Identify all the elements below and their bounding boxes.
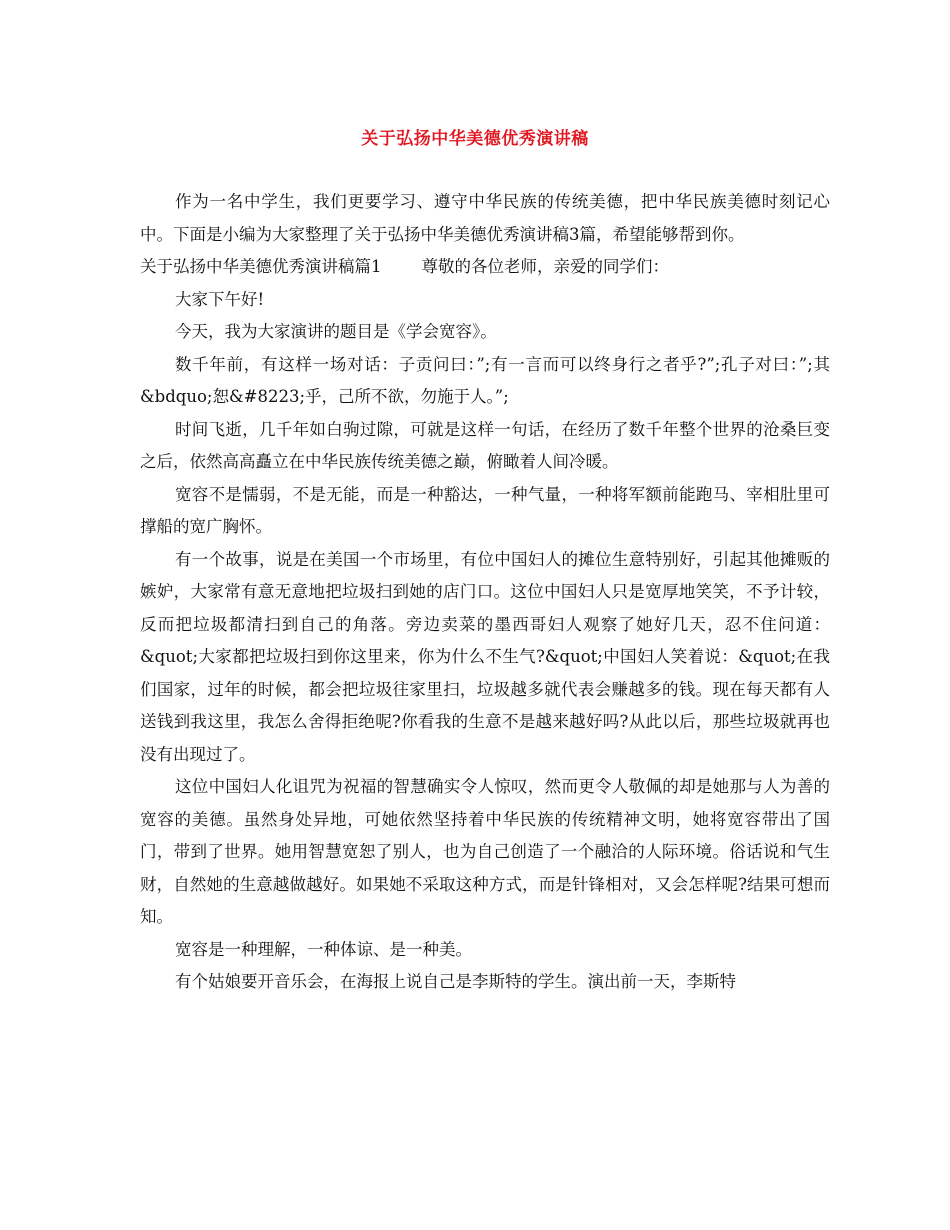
document-title: 关于弘扬中华美德优秀演讲稿: [361, 129, 589, 149]
paragraph: 今天，我为大家演讲的题目是《学会宽容》。: [175, 322, 497, 341]
paragraph: 这位中国妇人化诅咒为祝福的智慧确实令人惊叹，然而更令人敬佩的却是她那与人为善的宽容的美德。虽然身处异地，可她依然坚持着中华民族的传统精神文明，她将宽容带出了国门，带到了世界。她用智慧宽恕了别人，也为自己创造了一个融洽的人际环境。俗话说和气生财，自然她的生意越做越好。如果她不采取这种方式，而是针锋相对，又会怎样呢?结果可想而知。: [140, 777, 830, 926]
paragraph: 时间飞逝，几千年如白驹过隙，可就是这样一句话，在经历了数千年整个世界的沧桑巨变之后，依然高高矗立在中华民族传统美德之巅，俯瞰着人间冷暖。: [140, 419, 830, 471]
paragraph: 有个姑娘要开音乐会，在海报上说自己是李斯特的学生。演出前一天，李斯特: [175, 972, 736, 991]
section-heading-line: [140, 251, 830, 284]
intro-paragraph: 作为一名中学生，我们更要学习、遵守中华民族的传统美德，把中华民族美德时刻记心中。下面是小编为大家整理了关于弘扬中华美德优秀演讲稿3篇，希望能够帮到你。: [140, 192, 830, 244]
paragraph: 大家下午好!: [175, 289, 265, 309]
paragraph: 数千年前，有这样一场对话：子贡问曰：”;有一言而可以终身行之者乎?”;孔子对曰：”;其&bdquo;恕&#8223;乎，己所不欲，勿施于人。”;: [140, 354, 830, 406]
paragraph: 宽容是一种理解，一种体谅、是一种美。: [175, 939, 472, 959]
section-heading: 关于弘扬中华美德优秀演讲稿篇1: [140, 257, 382, 276]
paragraph: 有一个故事，说是在美国一个市场里，有位中国妇人的摊位生意特别好，引起其他摊贩的嫉妒，大家常有意无意地把垃圾扫到她的店门口。这位中国妇人只是宽厚地笑笑，不予计较，反而把垃圾都清扫到自己的角落。旁边卖菜的墨西哥妇人观察了她好几天，忍不住问道：&quot;大家都把垃圾扫到你这里来，你为什么不生气?&quot;中国妇人笑着说：&quot;在我们国家，过年的时候，都会把垃圾往家里扫，垃圾越多就代表会赚越多的钱。现在每天都有人送钱到我这里，我怎么舍得拒绝呢?你看我的生意不是越来越好吗?从此以后，那些垃圾就再也没有出现过了。: [140, 549, 830, 764]
salutation: 尊敬的各位老师，亲爱的同学们：: [421, 257, 669, 276]
paragraph: 宽容不是懦弱，不是无能，而是一种豁达，一种气量，一种将军额前能跑马、宰相肚里可撑船的宽广胸怀。: [140, 484, 830, 536]
document-body: [140, 186, 830, 999]
